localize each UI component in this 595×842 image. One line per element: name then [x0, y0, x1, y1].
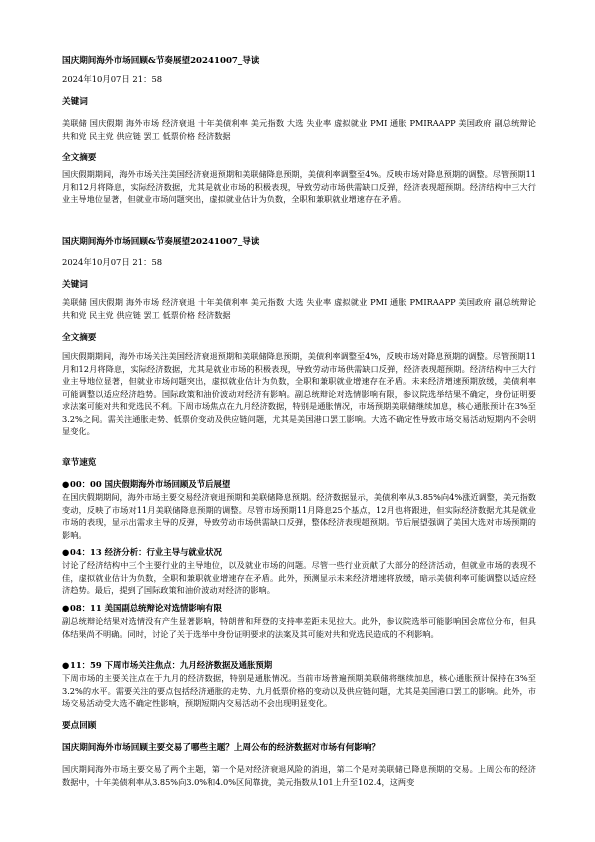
- chapter-title: [62, 603, 536, 614]
- summary-text: 国庆假期期间，海外市场关注美国经济衰退预期和美联储降息预期，美债利率调整至4%。反映市场对降息预期的调整。尽管预期11月和12月将降息，实际经济数据，尤其是就业市场的积极表现，导致劳动市场供需缺口反弹，经济表现超预期。经济结构中三大行业主导地位显著，但就业市场问题突出，虚拟就业估计为负数，全职和兼职就业增速存在矛盾。: [62, 169, 536, 204]
- qa-answer: 国庆期间海外市场主要交易了两个主题，第一个是对经济衰退风险的消退，第二个是对美联储已降息预期的交易。上周公布的经济数据中，十年美债利率从3.85%向3.0%和4.0%区间靠拢，美元指数从101上升至102.4，这两变: [62, 764, 536, 787]
- keywords-heading: 关键词: [62, 97, 88, 107]
- chapter-text: 下周市场的主要关注点在于九月的经济数据，特别是通胀情况。当前市场普遍预期美联储将继续加息，核心通胀预计保持在3%至3.2%的水平。需要关注的要点包括经济通胀的走势、九月低票价格的变动以及供应链问题，尤其是美国港口罢工的影响。此外，市场交易活动受大选不确定性影响，预期短期内交易活动不会出现明显变化。: [62, 673, 536, 708]
- chapter-text: 讨论了经济结构中三个主要行业的主导地位，以及就业市场的问题。尽管一些行业贡献了大部分的经济活动，但就业市场的表现不佳，虚拟就业估计为负数，全职和兼职就业增速存在矛盾。此外，预测显示未来经济增速将放缓，暗示美债利率可能调整以适应经济趋势。最后，提到了国际政策和油价波动对经济的影响。: [62, 560, 536, 595]
- chapter-title: [62, 660, 536, 671]
- bullet: ●: [62, 660, 70, 670]
- qa-heading: 要点回顾: [62, 721, 97, 731]
- keywords-text: 美联储 国庆假期 海外市场 经济衰退 十年美债利率 美元指数 大选 失业率 虚拟就业 PMI 通胀 PMIRAAPP 美国政府 副总统辩论 共和党 民主党 供应链 罢工 低票价格 经济数据: [62, 118, 536, 141]
- chapter-title-text: 08：11 美国副总统辩论对选情影响有限: [70, 603, 222, 613]
- summary-heading: 全文摘要: [62, 153, 97, 163]
- bullet: ●: [62, 479, 70, 489]
- chapter-title-text: 11：59 下周市场关注焦点：九月经济数据及通胀预期: [70, 660, 273, 670]
- doc-date: 2024年10月07日 21：58: [62, 257, 163, 267]
- chapter-title: [62, 479, 536, 490]
- chapter-text: 副总统辩论结果对选情没有产生显著影响，特朗普和拜登的支持率差距未见拉大。此外，参议院选举可能影响国会席位分布，但具体结果尚不明确。同时，讨论了关于选举中身份证明要求的法案及其可能对共和党选民造成的不利影响。: [62, 616, 536, 639]
- keywords-heading: 关键词: [62, 280, 88, 290]
- chapter-text: 在国庆假期期间，海外市场主要交易经济衰退预期和美联储降息预期。经济数据显示，美债利率从3.85%向4%涨近调整，美元指数变动，反映了市场对11月美联储降息预期的调整。尽管市场预期11月降息25个基点，12月也将跟进，但实际经济数据尤其是就业市场的表现，显示出需求主导的反弹，导致劳动市场供需缺口反弹，整体经济表现超预期。节后展望强调了美国大选对市场预期的影响。: [62, 492, 536, 540]
- doc-date: 2024年10月07日 21：58: [62, 74, 163, 84]
- chapters-heading: 章节速览: [62, 458, 97, 468]
- chapter-title: [62, 547, 536, 558]
- summary-text: 国庆假期期间，海外市场关注美国经济衰退预期和美联储降息预期，美债利率调整至4%，反映市场对降息预期的调整。尽管预期11月和12月将降息，实际经济数据，尤其是就业市场的积极表现，导致劳动市场供需缺口反弹，经济表现超预期。经济结构中三大行业主导地位显著，但就业市场问题突出，虚拟就业估计为负数，全职和兼职就业增速存在矛盾。未来经济增速预期放缓，美债利率可能调整以适应经济趋势。国际政策和油价波动对经济有影响。副总统辩论对选情影响有限，参议院选举结果不确定，身份证明要求法案可能对共和党选民不利。下周市场焦点在九月经济数据，特别是通胀情况，市场预期美联储继续加息，核心通胀预计在3%至3.2%之间。需关注通胀走势、低票价变动及供应链问题，尤其是美国港口罢工影响。大选不确定性导致市场交易活动短期内不会明显变化。: [62, 351, 536, 436]
- keywords-text: 美联储 国庆假期 海外市场 经济衰退 十年美债利率 美元指数 大选 失业率 虚拟就业 PMI 通胀 PMIRAAPP 美国政府 副总统辩论 共和党 民主党 供应链 罢工 低票价格 经济数据: [62, 297, 536, 320]
- bullet: ●: [62, 603, 70, 613]
- summary-heading: 全文摘要: [62, 333, 97, 343]
- bullet: ●: [62, 547, 70, 557]
- doc-title: 国庆期间海外市场回顾&节奏展望20241007_导读: [62, 237, 260, 247]
- qa-question: 国庆期间海外市场回顾主要交易了哪些主题？上周公布的经济数据对市场有何影响？: [62, 743, 380, 753]
- doc-title: 国庆期间海外市场回顾&节奏展望20241007_导读: [62, 56, 260, 66]
- chapter-title-text: 00：00 国庆假期海外市场回顾及节后展望: [70, 479, 231, 489]
- chapter-title-text: 04：13 经济分析：行业主导与就业状况: [70, 547, 222, 557]
